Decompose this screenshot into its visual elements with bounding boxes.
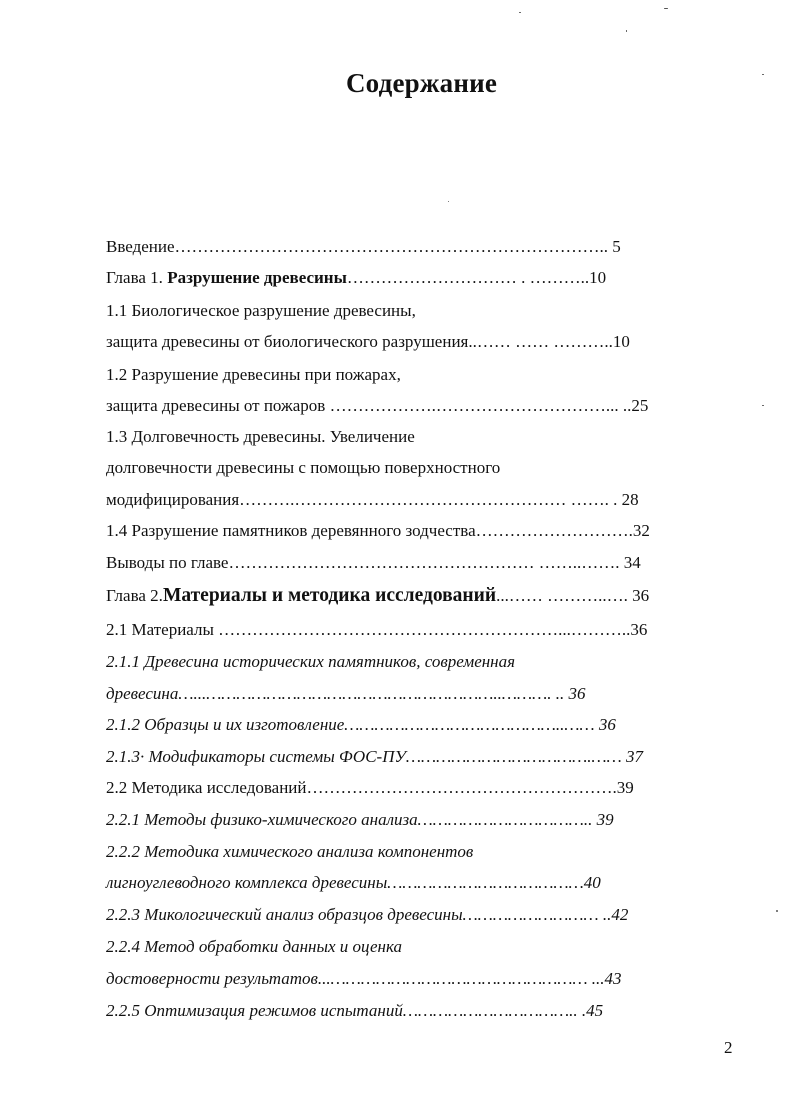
chapter-label: Глава 1. bbox=[106, 268, 168, 287]
chapter-title: Материалы и методика исследований bbox=[162, 585, 497, 606]
toc-entry-1-3-line-1: 1.3 Долговечность древесины. Увеличение bbox=[106, 427, 415, 446]
toc-entry-1-1-line-2: защита древесины от биологического разрушения..…… …… ………..10 bbox=[106, 332, 630, 351]
toc-entry-2-1-2: 2.1.2 Образцы и их изготовление……………………………………..…… 36 bbox=[106, 715, 616, 734]
toc-entry-2-2-1: 2.2.1 Методы физико-химического анализа…………………………….. 39 bbox=[106, 810, 614, 829]
toc-entry-2-2-5: 2.2.5 Оптимизация режимов испытаний…………………………….. .45 bbox=[106, 1001, 604, 1020]
page-number: 2 bbox=[724, 1038, 733, 1057]
toc-entry-1-2-line-1: 1.2 Разрушение древесины при пожарах, bbox=[106, 365, 401, 384]
chapter-label: Глава 2. bbox=[106, 586, 163, 605]
toc-entry-2-2-2-line-2: лигноуглеводного комплекса древесины…………………………………40 bbox=[106, 873, 601, 892]
toc-entry-conclusions: Выводы по главе……………………………………………… ……..……. 34 bbox=[106, 553, 641, 572]
scan-speck bbox=[626, 30, 627, 32]
toc-entry-2-2-4-line-1: 2.2.4 Метод обработки данных и оценка bbox=[106, 937, 402, 956]
toc-entry-1-3-line-3: модифицирования……….………………………………………… ……. . 28 bbox=[106, 490, 639, 509]
toc-entry-chapter-1 bbox=[106, 268, 606, 288]
toc-entry-2-2-3: 2.2.3 Микологический анализ образцов древесины……………………… ..42 bbox=[106, 905, 629, 924]
scan-speck bbox=[762, 405, 764, 406]
toc-entry-2-1-1-line-1: 2.1.1 Древесина исторических памятников, современная bbox=[106, 652, 516, 671]
toc-entry-2-1: 2.1 Материалы ……………………………………………………...………..36 bbox=[106, 620, 648, 639]
toc-entry-2-2-2-line-1: 2.2.2 Методика химического анализа компонентов bbox=[106, 842, 474, 861]
scan-speck bbox=[664, 8, 668, 9]
toc-entry-1-4: 1.4 Разрушение памятников деревянного зодчества……………………….32 bbox=[106, 521, 650, 540]
scan-speck bbox=[519, 12, 521, 13]
toc-entry-2-2-4-line-2: достоверности результатов...…………………………………………… ...43 bbox=[106, 969, 622, 988]
scan-speck bbox=[762, 74, 764, 75]
toc-entry-1-1-line-1: 1.1 Биологическое разрушение древесины, bbox=[106, 301, 416, 320]
toc-entry-chapter-2 bbox=[106, 586, 649, 606]
dot-leader-page: ...…… ………..…. 36 bbox=[496, 586, 650, 605]
toc-entry-1-3-line-2: долговечности древесины с помощью поверхностного bbox=[106, 458, 501, 477]
page-title: Содержание bbox=[345, 68, 498, 98]
dot-leader-page: ………………………… . ………..10 bbox=[346, 268, 607, 287]
toc-entry-1-2-line-2: защита древесины от пожаров ……………….…………………………... ..25 bbox=[106, 396, 649, 415]
toc-entry-2-1-1-line-2: древесина…...…………………………………………………..………. .. 36 bbox=[106, 684, 586, 703]
chapter-title: Разрушение древесины bbox=[167, 268, 347, 287]
toc-entry-2-1-3: 2.1.3· Модификаторы системы ФОС-ПУ……………………………….…… 37 bbox=[106, 747, 644, 766]
scan-speck bbox=[776, 910, 778, 912]
scan-speck bbox=[448, 201, 449, 202]
toc-entry-introduction: Введение………………………………………………………………….. 5 bbox=[106, 237, 621, 256]
toc-entry-2-2: 2.2 Методика исследований……………………………………………….39 bbox=[106, 778, 634, 797]
